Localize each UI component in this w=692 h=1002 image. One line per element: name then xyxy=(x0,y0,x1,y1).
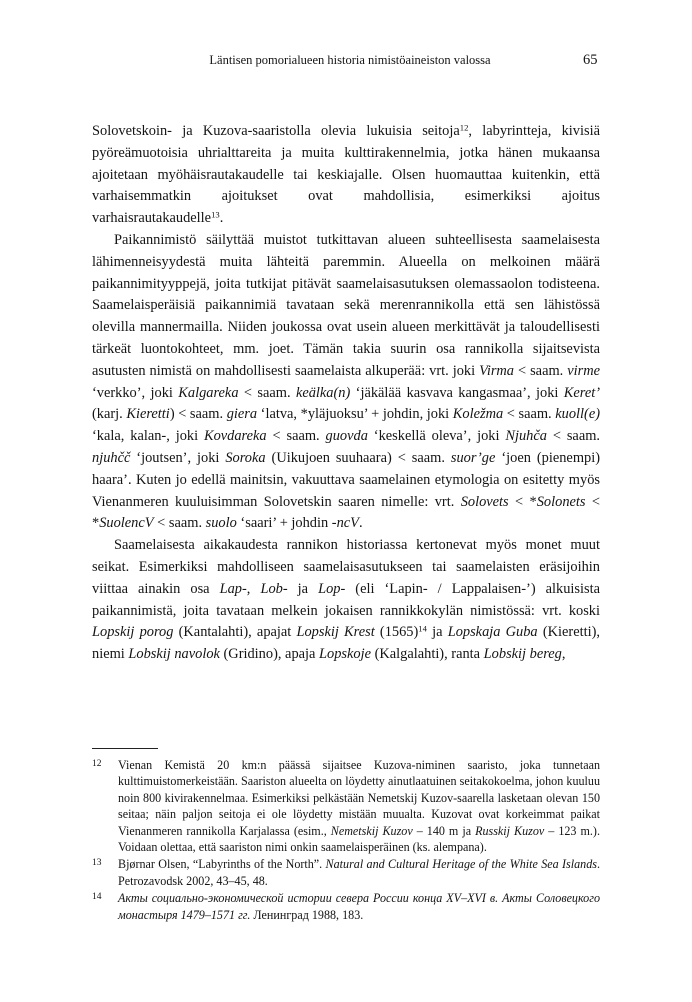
text-run: ‘saari’ + johdin - xyxy=(236,515,337,532)
text-run: . xyxy=(219,210,224,227)
text-run: < * xyxy=(92,493,600,532)
text-run: ) < saam. xyxy=(169,406,227,423)
running-head xyxy=(0,53,692,73)
page-number: 65 xyxy=(583,52,598,68)
italic-term: ncV xyxy=(336,515,359,532)
italic-term: Virma xyxy=(479,362,515,379)
text-run: (Uikujoen suuhaara) < saam. xyxy=(265,449,451,466)
body-text xyxy=(92,121,600,666)
italic-term: suolo xyxy=(205,515,237,532)
italic-term: Lop- xyxy=(318,580,346,597)
text-run: < saam. xyxy=(266,428,326,445)
footnote-ref-14[interactable]: 14 xyxy=(418,623,427,634)
text-run: , labyrintteja, kivisiä pyöreämuotoisia uhrialttareita ja muita kulttirakennelmia, jotka hänen mukaansa ajoitetaan myöhäisrautakaudelle tai keskiajalle. Olsen huomauttaa kuitenkin, että varhaisemmatkin ajoitukset ovat mahdollisia, esimerkiksi ajoitus varhaisrautakaudelle xyxy=(92,123,600,227)
text-run: < saam. xyxy=(514,362,568,379)
text-run: . xyxy=(358,515,363,532)
text-run: Solovetskoin- ja Kuzova-saaristolla olevia lukuisia seitoja xyxy=(92,123,460,139)
italic-term: Lopskij porog xyxy=(92,624,174,641)
italic-term: virme xyxy=(567,362,600,379)
footnotes xyxy=(92,757,600,924)
italic-title: Natural and Cultural Heritage of the White Sea Islands xyxy=(325,857,597,872)
text-run: ‘joutsen’, joki xyxy=(130,449,226,466)
footnote-ref-12[interactable]: 12 xyxy=(459,122,469,133)
text-run: < saam. xyxy=(503,406,556,423)
italic-term: Kalgareka xyxy=(178,384,239,401)
italic-term: Lobskij navolok xyxy=(128,646,220,663)
running-title: Läntisen pomorialueen historia nimistöaineiston valossa xyxy=(209,53,491,67)
text-run: (Kantalahti), apajat xyxy=(173,624,297,641)
text-run: – 123 m.). Voidaan olettaa, että saariston nimi onkin saamelaisperäinen (ks. alempana). xyxy=(118,823,600,855)
footnote-12 xyxy=(92,757,600,855)
text-run: – 140 m ja xyxy=(412,823,476,838)
italic-term: Lopskoje xyxy=(319,646,371,663)
italic-term: Solovets xyxy=(460,493,509,510)
italic-term: njuhčč xyxy=(92,449,131,466)
text-run: . Petrozavodsk 2002, 43–45, 48. xyxy=(118,857,600,888)
text-run: Paikannimistö säilyttää muistot tutkittavan alueen suhteellisesta saamelaisesta lähimenneisyydestä muita lähteitä paremmin. Alueella on melkoinen määrä paikannimityyppejä, joita tutkijat pitävät saamelaisasutuksen olemassaolon todisteena. Saamelaisperäisiä paikannimiä tavataan sekä merenrannikolla että sen lähistössä olevilla mannermailla. Niiden joukossa ovat usein alueen merkittävät ja taloudellisesti tärkeät luontokohteet, mm. joet. Tämän takia suurin osa rannikolla sijaitsevista asutusten nimistä on mahdollisesti saamelaista alkuperää: vrt. joki xyxy=(92,231,600,379)
text-run: < * xyxy=(508,493,537,510)
italic-term: kuoll(e) xyxy=(555,406,601,423)
text-run: ‘verkko’, joki xyxy=(92,384,179,401)
italic-term: Njuhča xyxy=(505,428,547,445)
text-run: (Kieretti), niemi xyxy=(92,624,600,663)
paragraph-2 xyxy=(92,230,600,535)
text-run: ‘kala, kalan-, joki xyxy=(92,428,204,445)
text-run: (1565) xyxy=(374,624,419,641)
text-run: (Gridino), apaja xyxy=(219,646,320,663)
text-run: < saam. xyxy=(153,515,206,532)
italic-term: Nemetskij Kuzov xyxy=(330,823,413,838)
text-run: ‘latva, *yläjuoksu’ + johdin, joki xyxy=(257,406,453,423)
footnote-text xyxy=(118,856,600,889)
italic-term: Lopskaja Guba xyxy=(447,624,538,641)
paragraph-3 xyxy=(92,535,600,666)
footnote-number: 12 xyxy=(92,759,102,769)
italic-term: Keret’ xyxy=(563,384,600,401)
italic-term: Solonets xyxy=(536,493,586,510)
text-run: Ленинград 1988, 183. xyxy=(250,907,364,922)
text-run: ‘joen (pienempi) haara’. Kuten jo edellä mainitsin, vakuuttava saamelainen etymologia on esitetty myös Vienanmeren kuuluisimman Solovetskin saaren nimelle: vrt. xyxy=(92,449,600,510)
italic-term: Soroka xyxy=(225,449,266,466)
italic-term: Kovdareka xyxy=(203,428,267,445)
italic-term: Lap- xyxy=(219,580,247,597)
text-run: Vienan Kemistä 20 km:n päässä sijaitsee Kuzova-niminen saaristo, joka tunnetaan kulttimuistomerkeistään. Saariston alueelta on löydetty ainutlaatuinen seitakokoelma, johon kuuluu noin 800 kivirakennelmaa. Esimerkiksi pelkästään Nemetskij Kuzov-saarella lasketaan olevan 150 seitaa; näin paljon seitoja ei ole löydetty mistään muualta. Kuzovat ovat korkeimmat paikat Vienanmeren rannikolla Karjalassa (esim., xyxy=(118,758,600,838)
text-run: < saam. xyxy=(238,384,296,401)
footnote-number: 13 xyxy=(92,858,102,869)
text-run: , xyxy=(561,646,566,663)
text-run: Bjørnar Olsen, “Labyrinths of the North”. xyxy=(118,857,326,872)
italic-term: giera xyxy=(226,406,258,423)
italic-term: SuolencV xyxy=(99,515,154,532)
text-run: (eli ‘Lapin- / Lappalaisen-’) alkuisista paikannimistä, joita tavataan melkein jokaisen rannikkokylän nimistössä: vrt. koski xyxy=(92,580,601,619)
italic-term: Lobskij bereg xyxy=(483,646,562,663)
footnote-separator xyxy=(92,748,158,749)
italic-term: Koležma xyxy=(452,406,504,423)
footnote-text xyxy=(118,890,600,923)
text-run: ‘keskellä oleva’, joki xyxy=(367,428,506,445)
text-run: (Kalgalahti), ranta xyxy=(370,646,484,663)
italic-term: guovda xyxy=(325,428,368,445)
text-run: , xyxy=(246,580,261,597)
footnote-14 xyxy=(92,890,600,923)
footnote-text xyxy=(118,757,600,855)
text-run: ja xyxy=(287,580,319,597)
italic-term: keälka(n) xyxy=(295,384,351,401)
italic-term: Lopskij Krest xyxy=(296,624,375,641)
text-run: < saam. xyxy=(546,428,600,445)
text-run: ‘jäkälää kasvava kangasmaa’, joki xyxy=(350,384,564,401)
text-run: (karj. xyxy=(92,406,127,423)
footnote-13 xyxy=(92,856,600,889)
footnote-ref-13[interactable]: 13 xyxy=(211,209,220,220)
italic-term: Kieretti xyxy=(126,406,170,423)
paragraph-1 xyxy=(92,121,600,230)
text-run: ja xyxy=(426,624,448,641)
italic-term: Russkij Kuzov xyxy=(475,823,545,838)
italic-term: Lob- xyxy=(260,580,288,597)
italic-term: suor’ge xyxy=(450,449,496,466)
text-run: Saamelaisesta aikakaudesta rannikon historiassa kertonevat myös monet muut seikat. Esimerkiksi mahdolliseen saamelaisasutukseen tai saamelaisten eräsijoihin viittaa ainakin osa xyxy=(92,537,600,597)
italic-title: Акты социально-экономической истории севера России конца XV–XVI в. Акты Соловецкого монастыря 1479–1571 гг. xyxy=(118,891,600,922)
footnote-number: 14 xyxy=(92,892,102,903)
